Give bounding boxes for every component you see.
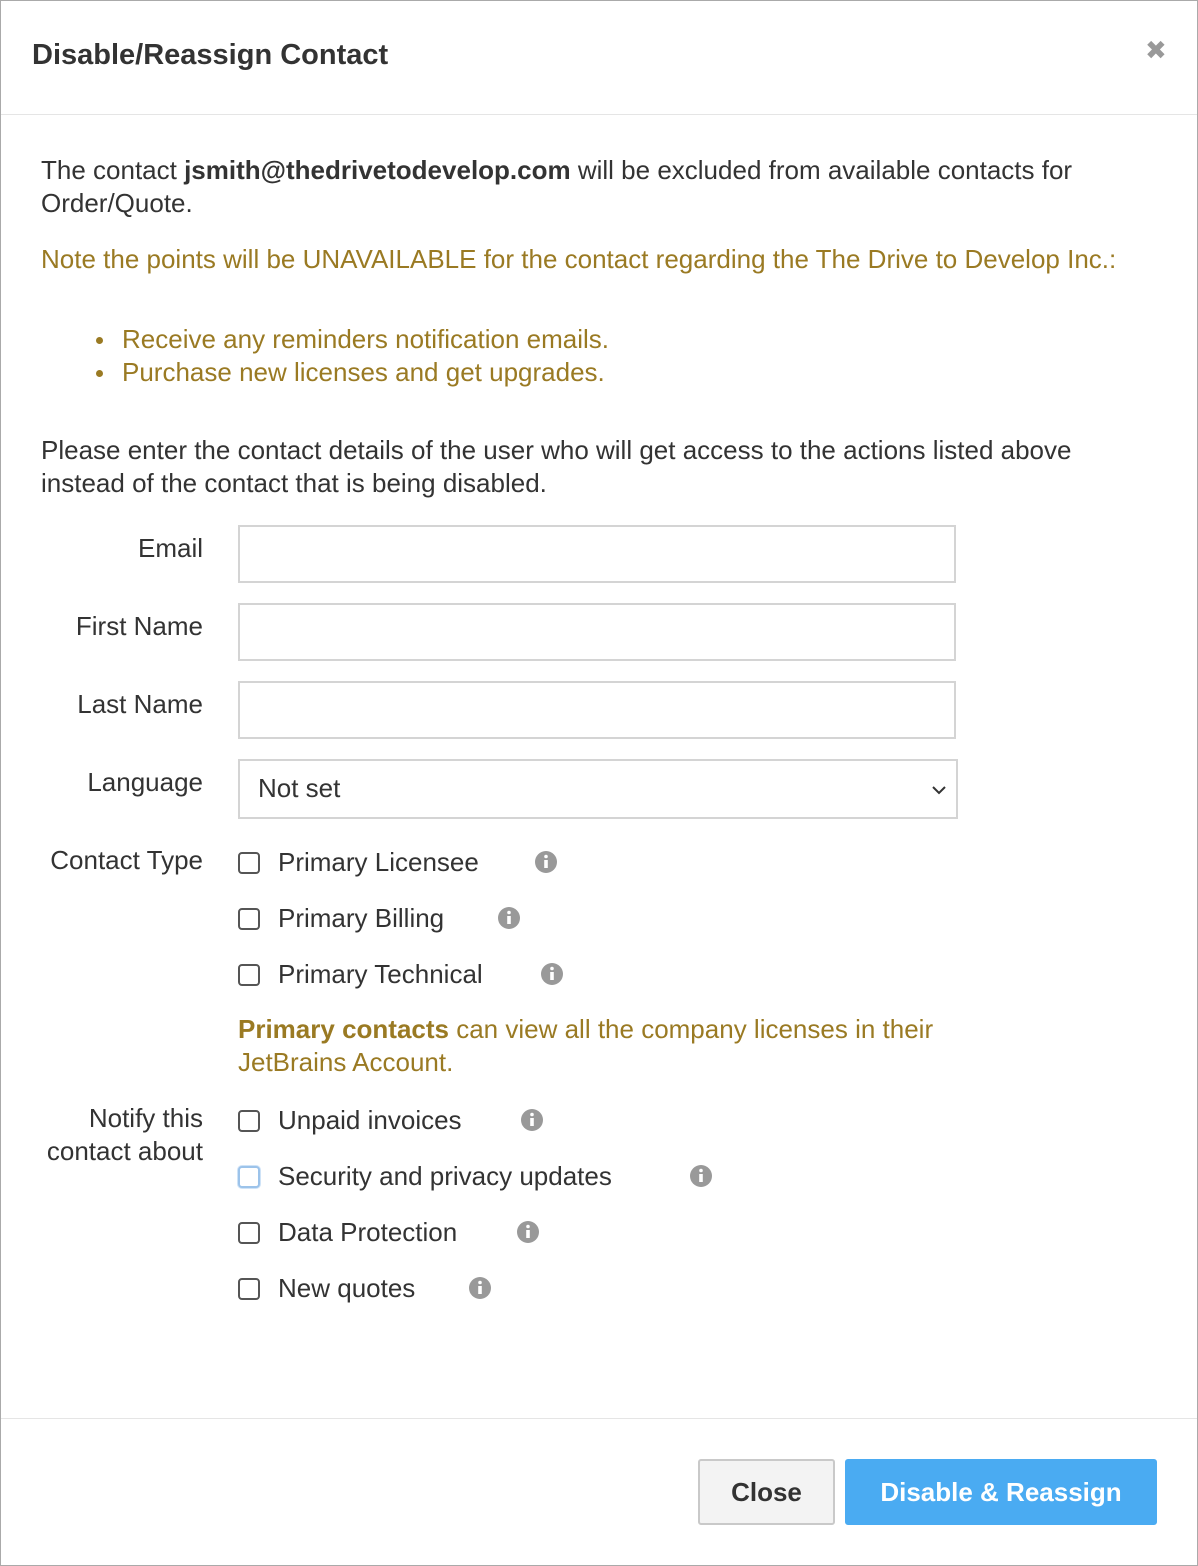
close-icon[interactable]: ✖ xyxy=(1145,35,1167,65)
close-button[interactable]: Close xyxy=(698,1459,835,1525)
first-name-label: First Name xyxy=(75,611,203,641)
info-icon[interactable] xyxy=(540,962,564,986)
list-item: Purchase new licenses and get upgrades. xyxy=(96,356,609,389)
primary-contacts-note: Primary contacts can view all the company licenses in their JetBrains Account. xyxy=(238,1014,934,1077)
note-list xyxy=(96,323,609,389)
instructions-text: Please enter the contact details of the user who will get access to the actions listed above instead of the contact that is being disabled. xyxy=(41,435,1072,498)
email-label: Email xyxy=(137,533,203,563)
disable-reassign-button[interactable]: Disable & Reassign xyxy=(845,1459,1157,1525)
contact-email: jsmith@thedrivetodevelop.com xyxy=(184,155,571,185)
last-name-field[interactable] xyxy=(238,681,956,739)
language-value: Not set xyxy=(258,773,341,803)
contact-type-label: Contact Type xyxy=(50,845,203,875)
dialog-footer xyxy=(1,1418,1197,1566)
info-icon[interactable] xyxy=(468,1276,492,1300)
info-icon[interactable] xyxy=(520,1108,544,1132)
language-label: Language xyxy=(87,767,203,797)
checkbox[interactable] xyxy=(238,1222,260,1244)
first-name-field[interactable] xyxy=(238,603,956,661)
note-text: Note the points will be UNAVAILABLE for the contact regarding the The Drive to Develop Inc.: xyxy=(41,244,1117,274)
email-field[interactable] xyxy=(238,525,956,583)
dialog-header xyxy=(1,1,1197,115)
notify-label: Notify this contact about xyxy=(46,1103,203,1166)
disable-reassign-dialog: Disable/Reassign Contact ✖ The contact jsmith@thedrivetodevelop.com will be excluded from available contacts for Order/Quote. Note the points will be UNAVAILABLE for the contact regarding the The Drive to Develop Inc.: Receive any reminders notification emails. Purchase new licenses and get upgrades. Please enter the contact details of the user who will get access to the actions listed above instead of the contact that is being disabled. Email First Name Last Name Language Not set Contact Type Primary Licensee Primary Billing Primary Technical Primary contacts can view all the company licenses in their JetBrains Account. Notify this contact about Unpaid invoices Security and privacy updates Data Protection New quotes Close Disable & Reassign xyxy=(0,0,1198,1566)
checkbox[interactable] xyxy=(238,1278,260,1300)
checkbox[interactable] xyxy=(238,1110,260,1132)
checkbox[interactable] xyxy=(238,852,260,874)
info-icon[interactable] xyxy=(516,1220,540,1244)
info-icon[interactable] xyxy=(534,850,558,874)
intro-text: The contact jsmith@thedrivetodevelop.com will be excluded from available contacts for Order/Quote. xyxy=(41,155,1073,218)
checkbox[interactable] xyxy=(238,964,260,986)
info-icon[interactable] xyxy=(497,906,521,930)
language-select[interactable] xyxy=(238,759,958,819)
checkbox[interactable] xyxy=(238,1166,260,1188)
checkbox[interactable] xyxy=(238,908,260,930)
chevron-down-icon xyxy=(930,781,948,799)
info-icon[interactable] xyxy=(689,1164,713,1188)
dialog-title: Disable/Reassign Contact xyxy=(32,39,389,71)
list-item: Receive any reminders notification emails. xyxy=(96,323,609,356)
last-name-label: Last Name xyxy=(77,689,203,719)
